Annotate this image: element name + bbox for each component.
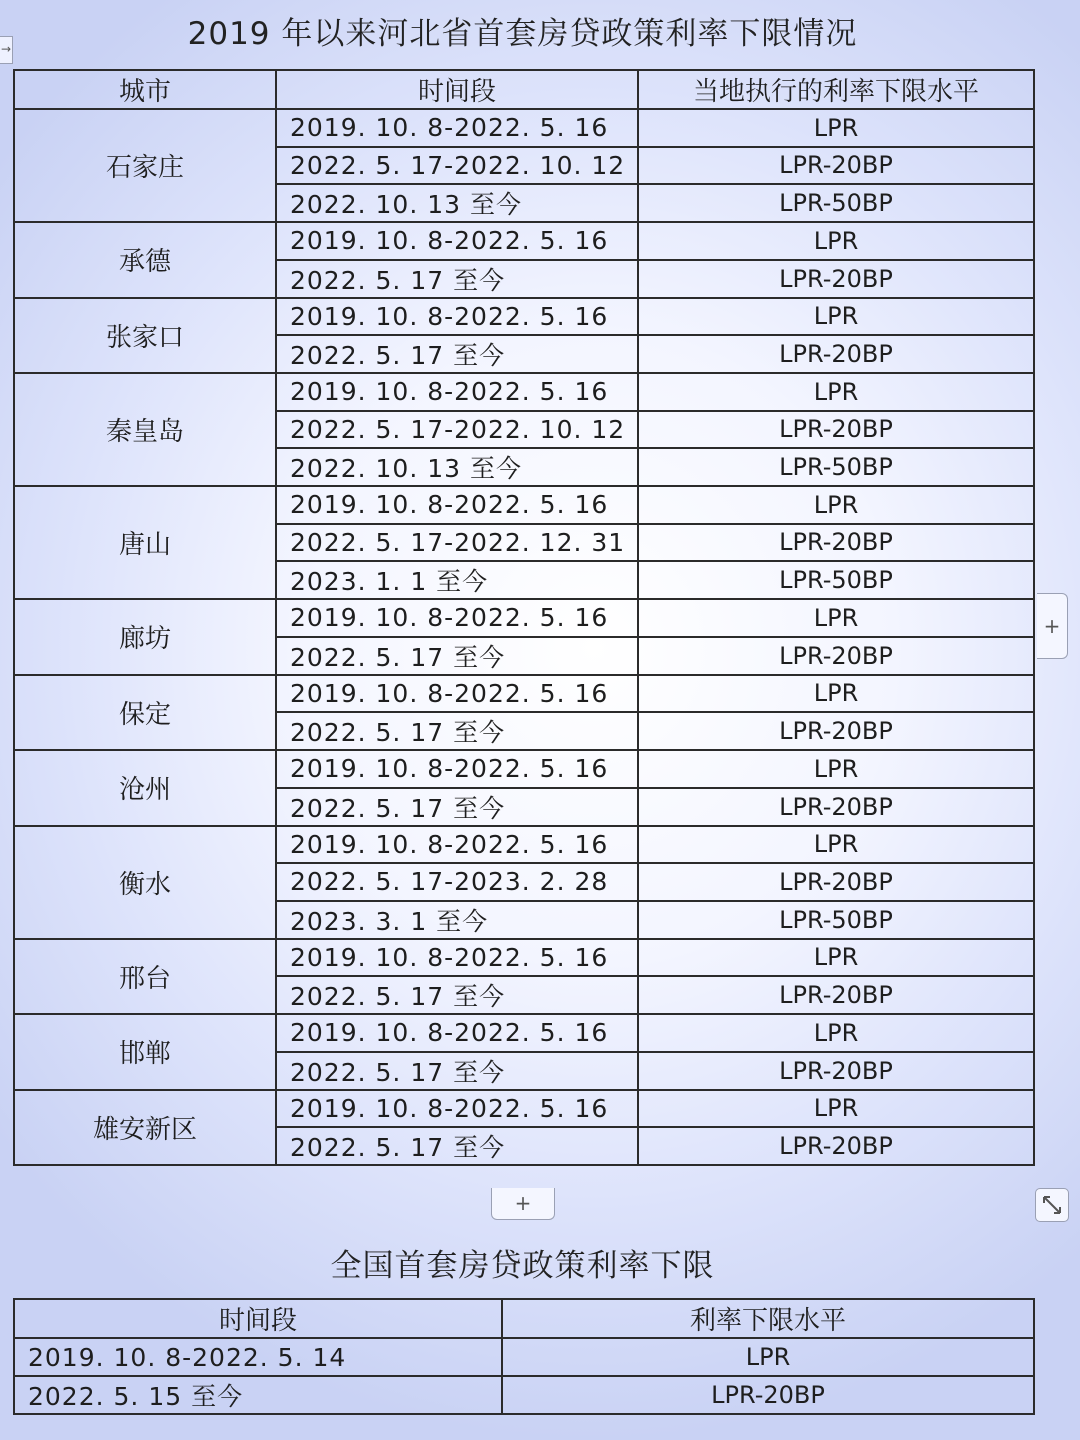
period-cell: 2019. 10. 8-2022. 5. 16 bbox=[276, 1090, 638, 1128]
national-rate-table bbox=[13, 1298, 1035, 1415]
header-period: 时间段 bbox=[276, 70, 638, 109]
period-cell: 2022. 5. 17-2022. 10. 12 bbox=[276, 411, 638, 449]
rate-cell: LPR-20BP bbox=[638, 788, 1034, 826]
rate-cell: LPR-50BP bbox=[638, 561, 1034, 599]
city-cell: 衡水 bbox=[14, 826, 276, 939]
rate-cell: LPR bbox=[638, 373, 1034, 411]
national-table-body bbox=[14, 1338, 1034, 1414]
national-table-title: 全国首套房贷政策利率下限 bbox=[330, 1248, 715, 1284]
rate-cell: LPR bbox=[638, 298, 1034, 336]
period-cell: 2022. 5. 17 至今 bbox=[276, 788, 638, 826]
table-row bbox=[14, 826, 1034, 864]
period-cell: 2019. 10. 8-2022. 5. 16 bbox=[276, 826, 638, 864]
rate-cell: LPR bbox=[638, 486, 1034, 524]
rate-cell: LPR bbox=[638, 675, 1034, 713]
city-cell: 邢台 bbox=[14, 939, 276, 1015]
table-header-row bbox=[14, 70, 1034, 109]
rate-cell: LPR-20BP bbox=[502, 1376, 1034, 1414]
table-row bbox=[14, 373, 1034, 411]
city-cell: 张家口 bbox=[14, 298, 276, 374]
city-cell: 承德 bbox=[14, 222, 276, 298]
rate-cell: LPR-20BP bbox=[638, 1127, 1034, 1165]
add-row-button[interactable]: + bbox=[491, 1188, 555, 1220]
period-cell: 2019. 10. 8-2022. 5. 16 bbox=[276, 109, 638, 147]
period-cell: 2019. 10. 8-2022. 5. 16 bbox=[276, 373, 638, 411]
city-cell: 邯郸 bbox=[14, 1014, 276, 1090]
expand-arrow-icon[interactable]: → bbox=[0, 36, 13, 64]
rate-cell: LPR-50BP bbox=[638, 901, 1034, 939]
hebei-rate-table bbox=[13, 69, 1035, 1166]
rate-cell: LPR-20BP bbox=[638, 524, 1034, 562]
rate-cell: LPR bbox=[638, 826, 1034, 864]
period-cell: 2019. 10. 8-2022. 5. 14 bbox=[14, 1338, 502, 1376]
city-cell: 沧州 bbox=[14, 750, 276, 826]
period-cell: 2022. 5. 17 至今 bbox=[276, 1052, 638, 1090]
rate-cell: LPR-20BP bbox=[638, 637, 1034, 675]
rate-cell: LPR-20BP bbox=[638, 411, 1034, 449]
table-row bbox=[14, 298, 1034, 336]
add-column-button[interactable]: + bbox=[1037, 593, 1068, 659]
rate-cell: LPR-20BP bbox=[638, 712, 1034, 750]
period-cell: 2022. 5. 17 至今 bbox=[276, 260, 638, 298]
period-cell: 2019. 10. 8-2022. 5. 16 bbox=[276, 298, 638, 336]
period-cell: 2022. 10. 13 至今 bbox=[276, 184, 638, 222]
page-title: 2019 年以来河北省首套房贷政策利率下限情况 bbox=[187, 16, 858, 52]
table-row bbox=[14, 750, 1034, 788]
table-row bbox=[14, 222, 1034, 260]
rate-cell: LPR bbox=[638, 222, 1034, 260]
period-cell: 2022. 5. 15 至今 bbox=[14, 1376, 502, 1414]
header-period: 时间段 bbox=[14, 1299, 502, 1338]
city-cell: 秦皇岛 bbox=[14, 373, 276, 486]
table-header-row bbox=[14, 1299, 1034, 1338]
hebei-table-body bbox=[14, 109, 1034, 1165]
table-row bbox=[14, 1338, 1034, 1376]
period-cell: 2019. 10. 8-2022. 5. 16 bbox=[276, 222, 638, 260]
period-cell: 2022. 5. 17 至今 bbox=[276, 637, 638, 675]
city-cell: 廊坊 bbox=[14, 599, 276, 675]
period-cell: 2022. 5. 17 至今 bbox=[276, 1127, 638, 1165]
rate-cell: LPR-50BP bbox=[638, 184, 1034, 222]
rate-cell: LPR-20BP bbox=[638, 863, 1034, 901]
period-cell: 2022. 5. 17-2022. 10. 12 bbox=[276, 147, 638, 185]
period-cell: 2022. 5. 17 至今 bbox=[276, 712, 638, 750]
period-cell: 2022. 5. 17-2022. 12. 31 bbox=[276, 524, 638, 562]
table-row bbox=[14, 675, 1034, 713]
period-cell: 2019. 10. 8-2022. 5. 16 bbox=[276, 939, 638, 977]
city-cell: 保定 bbox=[14, 675, 276, 751]
period-cell: 2019. 10. 8-2022. 5. 16 bbox=[276, 675, 638, 713]
table-row bbox=[14, 1090, 1034, 1128]
rate-cell: LPR bbox=[502, 1338, 1034, 1376]
rate-cell: LPR bbox=[638, 1014, 1034, 1052]
period-cell: 2019. 10. 8-2022. 5. 16 bbox=[276, 750, 638, 788]
rate-cell: LPR-20BP bbox=[638, 260, 1034, 298]
table-row bbox=[14, 109, 1034, 147]
city-cell: 雄安新区 bbox=[14, 1090, 276, 1166]
rate-cell: LPR bbox=[638, 750, 1034, 788]
rate-cell: LPR-20BP bbox=[638, 335, 1034, 373]
city-cell: 唐山 bbox=[14, 486, 276, 599]
table-row bbox=[14, 1376, 1034, 1414]
table-row bbox=[14, 599, 1034, 637]
table-row bbox=[14, 939, 1034, 977]
rate-cell: LPR bbox=[638, 1090, 1034, 1128]
period-cell: 2022. 5. 17-2023. 2. 28 bbox=[276, 863, 638, 901]
period-cell: 2022. 10. 13 至今 bbox=[276, 448, 638, 486]
period-cell: 2022. 5. 17 至今 bbox=[276, 335, 638, 373]
period-cell: 2023. 3. 1 至今 bbox=[276, 901, 638, 939]
header-city: 城市 bbox=[14, 70, 276, 109]
period-cell: 2019. 10. 8-2022. 5. 16 bbox=[276, 599, 638, 637]
rate-cell: LPR-20BP bbox=[638, 1052, 1034, 1090]
period-cell: 2019. 10. 8-2022. 5. 16 bbox=[276, 1014, 638, 1052]
header-rate: 利率下限水平 bbox=[502, 1299, 1034, 1338]
table-row bbox=[14, 1014, 1034, 1052]
rate-cell: LPR-50BP bbox=[638, 448, 1034, 486]
rate-cell: LPR bbox=[638, 109, 1034, 147]
period-cell: 2023. 1. 1 至今 bbox=[276, 561, 638, 599]
table-row bbox=[14, 486, 1034, 524]
rate-cell: LPR bbox=[638, 599, 1034, 637]
resize-diagonal-icon[interactable] bbox=[1035, 1188, 1069, 1222]
rate-cell: LPR-20BP bbox=[638, 976, 1034, 1014]
city-cell: 石家庄 bbox=[14, 109, 276, 222]
rate-cell: LPR-20BP bbox=[638, 147, 1034, 185]
period-cell: 2022. 5. 17 至今 bbox=[276, 976, 638, 1014]
rate-cell: LPR bbox=[638, 939, 1034, 977]
period-cell: 2019. 10. 8-2022. 5. 16 bbox=[276, 486, 638, 524]
header-rate: 当地执行的利率下限水平 bbox=[638, 70, 1034, 109]
